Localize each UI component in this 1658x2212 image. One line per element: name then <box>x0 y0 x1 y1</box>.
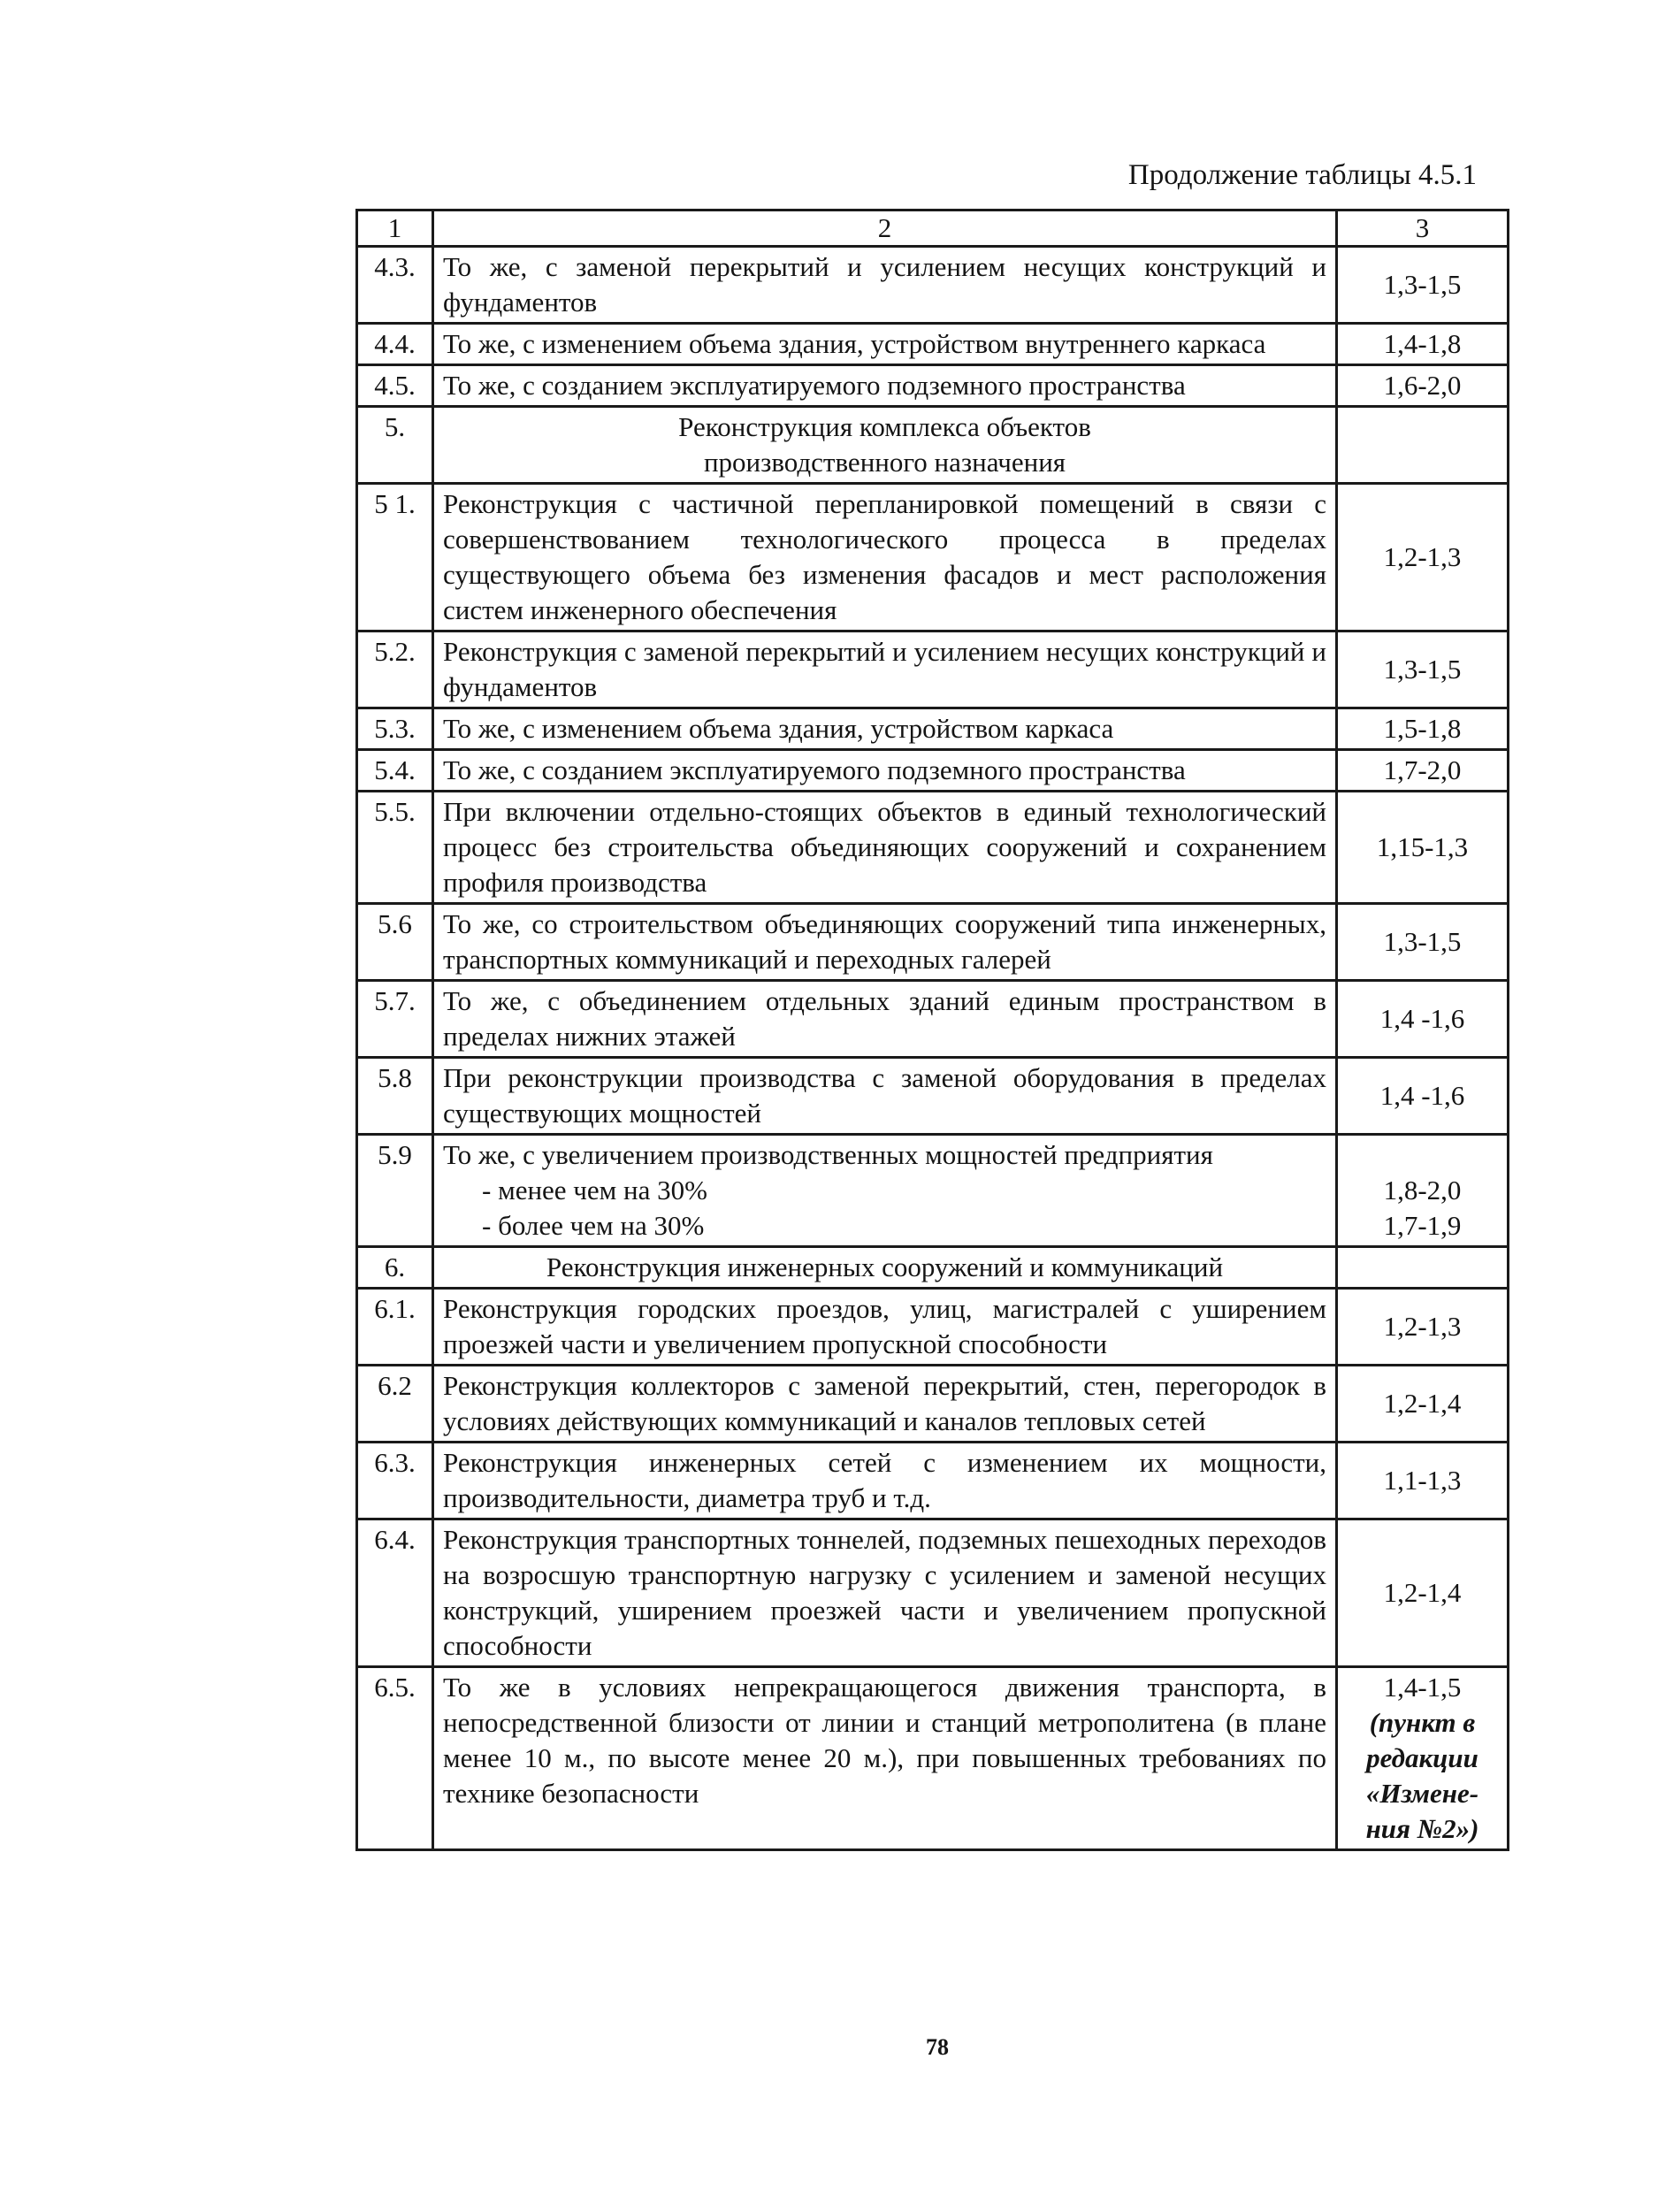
section-row <box>357 407 1509 484</box>
header-col-3: 3 <box>1337 210 1509 247</box>
row-description: То же, с изменением объема здания, устройством внутреннего каркаса <box>433 324 1337 365</box>
table-row <box>357 1058 1509 1135</box>
empty-coefficient-cell <box>1337 407 1509 484</box>
row-sub-item: - более чем на 30% <box>482 1210 705 1241</box>
table-row <box>357 750 1509 792</box>
row-description: Реконструкция городских проездов, улиц, магистралей с уширением проезжей части и увеличением пропускной способности <box>433 1289 1337 1366</box>
section-title <box>433 1247 1337 1289</box>
row-coefficient-value: 1,4-1,5 <box>1383 1672 1462 1703</box>
row-coefficient: 1,7-2,0 <box>1337 750 1509 792</box>
table-row <box>357 631 1509 708</box>
row-number: 5.2. <box>357 631 433 708</box>
amendment-note-line: ния №2») <box>1365 1813 1479 1844</box>
page-number: 78 <box>926 2034 949 2060</box>
header-col-2: 2 <box>433 210 1337 247</box>
row-coefficient: 1,2-1,3 <box>1337 1289 1509 1366</box>
table-row <box>357 792 1509 904</box>
row-number: 6.5. <box>357 1667 433 1850</box>
row-number: 4.3. <box>357 247 433 324</box>
row-coefficient: 1,1-1,3 <box>1337 1443 1509 1519</box>
row-description: Реконструкция коллекторов с заменой перекрытий, стен, перегородок в условиях действующих коммуникаций и каналов тепловых сетей <box>433 1366 1337 1443</box>
row-number: 5.8 <box>357 1058 433 1135</box>
sub-item-coefficient: 1,7-1,9 <box>1383 1210 1462 1241</box>
row-coefficient: 1,4 -1,6 <box>1337 981 1509 1058</box>
row-number: 6.3. <box>357 1443 433 1519</box>
table-row <box>357 324 1509 365</box>
row-number: 5.7. <box>357 981 433 1058</box>
coefficient-table <box>355 209 1509 1851</box>
row-number: 5.3. <box>357 708 433 750</box>
section-number: 6. <box>357 1247 433 1289</box>
row-coefficient: 1,4 -1,6 <box>1337 1058 1509 1135</box>
row-number: 5.4. <box>357 750 433 792</box>
row-description: То же, с изменением объема здания, устройством каркаса <box>433 708 1337 750</box>
table-row <box>357 1135 1509 1247</box>
amendment-note-line: редакции <box>1366 1742 1478 1773</box>
empty-coefficient-cell <box>1337 1247 1509 1289</box>
amendment-note-line: «Измене- <box>1365 1778 1479 1809</box>
row-description: При включении отдельно-стоящих объектов в единый технологический процесс без строительства объединяющих сооружений и сохранением профиля производства <box>433 792 1337 904</box>
table-row <box>357 708 1509 750</box>
row-description: То же, с созданием эксплуатируемого подземного пространства <box>433 750 1337 792</box>
section-title-line: производственного назначения <box>703 447 1066 478</box>
table-row <box>357 247 1509 324</box>
row-number: 4.5. <box>357 365 433 407</box>
row-number: 5.9 <box>357 1135 433 1247</box>
row-coefficient <box>1337 1667 1509 1850</box>
row-coefficient: 1,2-1,3 <box>1337 484 1509 631</box>
table-header-row <box>357 210 1509 247</box>
row-coefficient: 1,3-1,5 <box>1337 247 1509 324</box>
row-number: 6.1. <box>357 1289 433 1366</box>
row-description: Реконструкция с заменой перекрытий и усилением несущих конструкций и фундаментов <box>433 631 1337 708</box>
row-coefficient: 1,15-1,3 <box>1337 792 1509 904</box>
table-row <box>357 365 1509 407</box>
header-col-1: 1 <box>357 210 433 247</box>
table-row <box>357 981 1509 1058</box>
table-row <box>357 904 1509 981</box>
table-row <box>357 1443 1509 1519</box>
table-row <box>357 1519 1509 1667</box>
table-row <box>357 1667 1509 1850</box>
table-row <box>357 1289 1509 1366</box>
row-number: 5.5. <box>357 792 433 904</box>
section-title-line: Реконструкция инженерных сооружений и коммуникаций <box>546 1251 1224 1282</box>
row-coefficient: 1,4-1,8 <box>1337 324 1509 365</box>
row-coefficient: 1,5-1,8 <box>1337 708 1509 750</box>
row-description: Реконструкция с частичной перепланировкой помещений в связи с совершенствованием технологического процесса в пределах существующего объема без изменения фасадов и мест расположения систем инженерного обеспечения <box>433 484 1337 631</box>
table-row <box>357 484 1509 631</box>
section-number: 5. <box>357 407 433 484</box>
row-number: 5 1. <box>357 484 433 631</box>
row-coefficient: 1,6-2,0 <box>1337 365 1509 407</box>
row-description: Реконструкция инженерных сетей с изменением их мощности, производительности, диаметра труб и т.д. <box>433 1443 1337 1519</box>
row-number: 6.2 <box>357 1366 433 1443</box>
row-coefficient <box>1337 1135 1509 1247</box>
row-coefficient: 1,3-1,5 <box>1337 631 1509 708</box>
section-row <box>357 1247 1509 1289</box>
row-sub-item: - менее чем на 30% <box>482 1175 707 1206</box>
row-description: То же, с объединением отдельных зданий единым пространством в пределах нижних этажей <box>433 981 1337 1058</box>
row-description: То же, со строительством объединяющих сооружений типа инженерных, транспортных коммуникаций и переходных галерей <box>433 904 1337 981</box>
row-number: 5.6 <box>357 904 433 981</box>
row-description: То же, с заменой перекрытий и усилением несущих конструкций и фундаментов <box>433 247 1337 324</box>
row-number: 6.4. <box>357 1519 433 1667</box>
row-coefficient: 1,2-1,4 <box>1337 1366 1509 1443</box>
row-description: То же в условиях непрекращающегося движения транспорта, в непосредственной близости от линии и станций метрополитена (в плане менее 10 м., по высоте менее 20 м.), при повышенных требованиях по технике безопасности <box>433 1667 1337 1850</box>
row-description: То же, с созданием эксплуатируемого подземного пространства <box>433 365 1337 407</box>
row-description: При реконструкции производства с заменой оборудования в пределах существующих мощностей <box>433 1058 1337 1135</box>
table-row <box>357 1366 1509 1443</box>
table-continuation-caption: Продолжение таблицы 4.5.1 <box>1127 159 1477 191</box>
section-title <box>433 407 1337 484</box>
row-description-text: То же, с увеличением производственных мощностей предприятия <box>443 1139 1213 1170</box>
row-description: Реконструкция транспортных тоннелей, подземных пешеходных переходов на возросшую транспортную нагрузку с усилением и заменой несущих конструкций, уширением проезжей части и увеличением пропускной способности <box>433 1519 1337 1667</box>
section-title-line: Реконструкция комплекса объектов <box>678 411 1091 442</box>
row-description <box>433 1135 1337 1247</box>
row-number: 4.4. <box>357 324 433 365</box>
row-coefficient: 1,2-1,4 <box>1337 1519 1509 1667</box>
amendment-note-line: (пункт в <box>1369 1707 1476 1738</box>
sub-item-coefficient: 1,8-2,0 <box>1383 1175 1462 1206</box>
row-coefficient: 1,3-1,5 <box>1337 904 1509 981</box>
